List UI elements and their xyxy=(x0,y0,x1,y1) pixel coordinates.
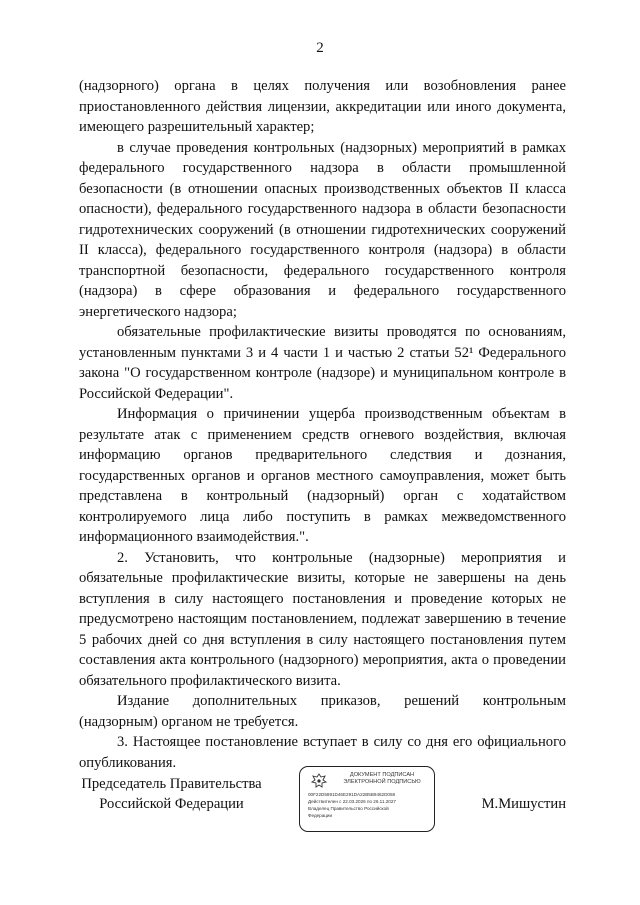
signatory-title-line: Председатель Правительства xyxy=(81,776,262,792)
paragraph: Информация о причинении ущерба производственным объектам в результате атак с применением средств огневого воздействия, включая информацию органов предварительного следствия и дознания, государственных органов и органов местного самоуправления, может быть представлена в контрольный (надзорный) орган с ходатайством контролируемого лица либо поступить в рамках межведомственного информационного взаимодействия.". xyxy=(79,406,566,545)
paragraph: в случае проведения контрольных (надзорных) мероприятий в рамках федерального государственного надзора в области промышленной безопасности (в отношении опасных производственных объектов II класса опасности), федерального государственного надзора в области безопасности гидротехнических сооружений (в отношении гидротехнических сооружений II класса), федерального государственного контроля (надзора) в области транспортной безопасности, федерального государственного контроля (надзора) в сфере образования и федерального государственного энергетического надзора; xyxy=(79,139,566,320)
coat-of-arms-icon xyxy=(310,773,328,789)
stamp-details xyxy=(308,791,432,819)
signatory-name: М.Мишустин xyxy=(481,796,566,812)
certificate-owner: Владелец Правительство Российской xyxy=(308,806,389,811)
signatory-title-line: Российской Федерации xyxy=(99,796,244,812)
signatory-title xyxy=(79,774,264,814)
stamp-header-line: ДОКУМЕНТ ПОДПИСАН xyxy=(349,772,415,778)
electronic-signature-stamp xyxy=(299,766,435,832)
paragraph: обязательные профилактические визиты проводятся по основаниям, установленным пунктами 3 и 4 части 1 и частью 2 статьи 52¹ Федерального закона "О государственном контроле (надзоре) и муниципальном контроле в Российской Федерации". xyxy=(79,324,566,402)
stamp-header xyxy=(334,772,430,786)
certificate-serial: 00F22D5891D46E291DA22B5B9462D058 xyxy=(308,792,396,797)
page-number: 2 xyxy=(316,40,324,56)
paragraph: 3. Настоящее постановление вступает в силу со дня его официального опубликования. xyxy=(79,734,566,771)
validity-period: Действителен с 22.03.2026 по 26.11.2027 xyxy=(308,799,396,804)
stamp-header-line: ЭЛЕКТРОННОЙ ПОДПИСЬЮ xyxy=(343,779,421,785)
paragraph: Издание дополнительных приказов, решений контрольным (надзорным) органом не требуется. xyxy=(79,693,566,730)
paragraph: (надзорного) органа в целях получения или возобновления ранее приостановленного действия лицензии, аккредитации или иного документа, имеющего разрешительный характер; xyxy=(79,78,566,135)
certificate-owner-cont: Федерации xyxy=(308,813,333,818)
document-body xyxy=(79,76,566,773)
paragraph: 2. Установить, что контрольные (надзорные) мероприятия и обязательные профилактические визиты, которые не завершены на день вступления в силу настоящего постановления и проведение которых не предусмотрено настоящим постановлением, подлежат завершению в течение 5 рабочих дней со дня вступления в силу настоящего постановления путем составления акта контрольного (надзорного) мероприятия, акта о проведении обязательного профилактического визита. xyxy=(79,549,566,689)
